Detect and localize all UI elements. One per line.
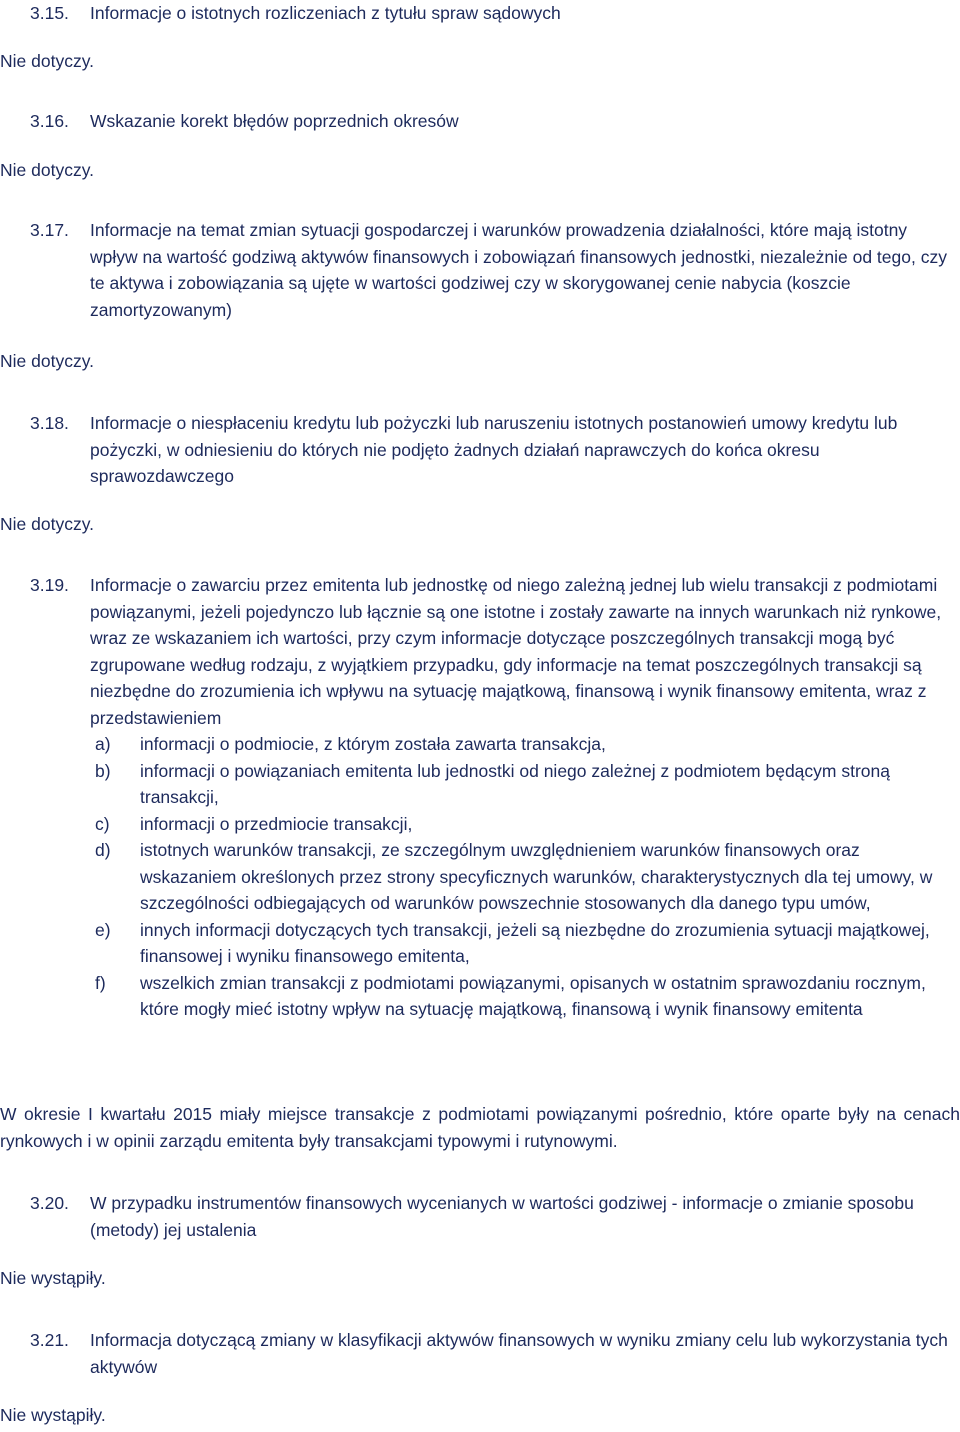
list-item-text: informacji o podmiocie, z którym została zawarta transakcja,	[140, 734, 606, 754]
list-item-text: innych informacji dotyczących tych transakcji, jeżeli są niezbędne do zrozumienia sytuacji majątkowej, finansowej i wyniku finansowego emitenta,	[140, 919, 930, 966]
list-item-letter: f)	[95, 972, 106, 993]
section-paragraph: W okresie I kwartału 2015 miały miejsce transakcje z podmiotami powiązanymi pośrednio, które oparte były na cenach rynkowych i w opinii zarządu emitenta były transakcjami typowymi i rutynowymi.	[0, 1104, 960, 1151]
list-item-letter: e)	[95, 919, 111, 940]
section-heading	[0, 1327, 960, 1380]
list-item-text: istotnych warunków transakcji, ze szczególnym uwzględnieniem warunków finansowych oraz wskazaniem określonych przez strony specyficznych warunków, charakterystycznych dla tej umowy, w szczególności odbiegających od warunków powszechnie stosowanych dla danego typu umów,	[140, 840, 933, 913]
section-number: 3.20.	[30, 1193, 69, 1213]
section-heading	[0, 1190, 960, 1243]
section-heading	[0, 572, 960, 731]
list-item	[0, 970, 960, 1023]
section-number: 3.19.	[30, 575, 69, 595]
section-answer: Nie dotyczy.	[0, 160, 95, 180]
requirement-list	[0, 731, 960, 1023]
section-number: 3.16.	[30, 111, 69, 131]
section-number: 3.15.	[30, 3, 69, 23]
section-title: Informacje na temat zmian sytuacji gospodarczej i warunków prowadzenia działalności, które mają istotny wpływ na wartość godziwą aktywów finansowych i zobowiązań finansowych jednostki, niezależnie od tego, czy te aktywa i zobowiązania są ujęte w wartości godziwej czy w skorygowanej cenie nabycia (koszcie zamortyzowanym)	[90, 220, 947, 320]
section-3-19	[0, 572, 960, 1023]
list-item	[0, 758, 960, 811]
list-item-letter: b)	[95, 760, 111, 781]
list-item-letter: d)	[95, 840, 111, 860]
section-answer: Nie dotyczy.	[0, 514, 95, 534]
list-item	[0, 731, 960, 758]
section-number: 3.17.	[30, 220, 69, 240]
section-3-16	[0, 108, 960, 135]
list-item-text: wszelkich zmian transakcji z podmiotami powiązanymi, opisanych w ostatnim sprawozdaniu rocznym, które mogły mieć istotny wpływ na sytuację majątkową, finansową i wynik finansowy emitenta	[140, 972, 926, 1019]
section-number: 3.21.	[30, 1330, 69, 1350]
section-3-15	[0, 0, 960, 27]
section-3-21	[0, 1327, 960, 1380]
section-heading	[0, 108, 960, 135]
list-item-text: informacji o przedmiocie transakcji,	[140, 813, 413, 834]
section-title: Informacje o istotnych rozliczeniach z tytułu spraw sądowych	[90, 3, 561, 23]
list-item-text: informacji o powiązaniach emitenta lub jednostki od niego zależnej z podmiotem będącym stroną transakcji,	[140, 760, 890, 807]
section-heading	[0, 217, 960, 323]
section-answer: Nie dotyczy.	[0, 51, 95, 71]
section-title: Informacje o zawarciu przez emitenta lub jednostkę od niego zależną jednej lub wielu transakcji z podmiotami powiązanymi, jeżeli pojedynczo lub łącznie są one istotne i zostały zawarte na innych warunkach niż rynkowe, wraz ze wskazaniem ich wartości, przy czym informacje dotyczące poszczególnych transakcji mogą być zgrupowane według rodzaju, z wyjątkiem przypadku, gdy informacje na temat poszczególnych transakcji są niezbędne do zrozumienia ich wpływu na sytuację majątkową, finansową i wynik finansowy emitenta, wraz z przedstawieniem	[90, 575, 942, 728]
section-title: Informacja dotyczącą zmiany w klasyfikacji aktywów finansowych w wyniku zmiany celu lub wykorzystania tych aktywów	[90, 1330, 948, 1377]
section-answer: Nie dotyczy.	[0, 351, 95, 371]
section-answer: Nie wystąpiły.	[0, 1405, 106, 1425]
section-number: 3.18.	[30, 413, 69, 433]
section-3-20	[0, 1190, 960, 1243]
list-item-letter: a)	[95, 734, 111, 754]
section-heading	[0, 0, 960, 27]
section-answer: Nie wystąpiły.	[0, 1268, 106, 1288]
section-title: W przypadku instrumentów finansowych wycenianych w wartości godziwej - informacje o zmianie sposobu (metody) jej ustalenia	[90, 1193, 914, 1240]
section-heading	[0, 410, 960, 490]
section-3-17	[0, 217, 960, 323]
section-3-18	[0, 410, 960, 490]
list-item-letter: c)	[95, 813, 110, 834]
list-item	[0, 837, 960, 917]
list-item	[0, 917, 960, 970]
list-item	[0, 811, 960, 838]
section-title: Informacje o niespłaceniu kredytu lub pożyczki lub naruszeniu istotnych postanowień umowy kredytu lub pożyczki, w odniesieniu do których nie podjęto żadnych działań naprawczych do końca okresu sprawozdawczego	[90, 413, 898, 486]
section-title: Wskazanie korekt błędów poprzednich okresów	[90, 111, 459, 131]
